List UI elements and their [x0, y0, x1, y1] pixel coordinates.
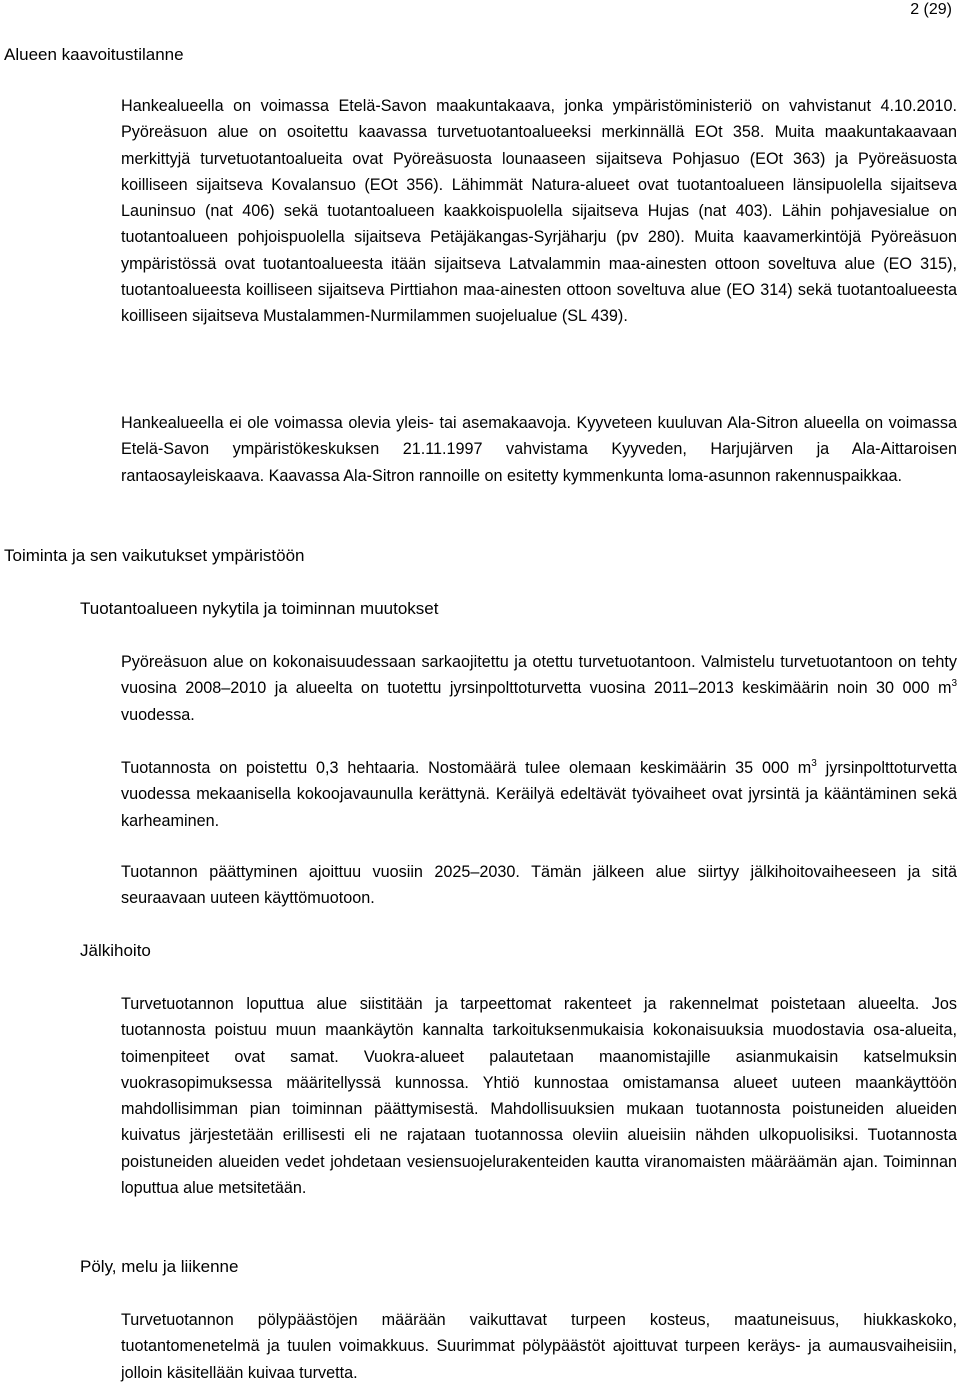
paragraph-nykytila-2	[121, 755, 957, 834]
heading-toiminta: Toiminta ja sen vaikutukset ympäristöön	[4, 546, 305, 565]
paragraph-poly: Turvetuotannon pölypäästöjen määrään vaikuttavat turpeen kosteus, maatuneisuus, hiukkaskoko, tuotantomenetelmä ja tuulen voimakkuus. Suurimmat pölypäästöt ajoittuvat turpeen keräys- ja aumausvaiheisiin, jolloin käsitellään kuivaa turvetta.	[121, 1311, 957, 1382]
heading-jalkihoito: Jälkihoito	[80, 941, 151, 960]
paragraph-maakuntakaava: Hankealueella on voimassa Etelä-Savon maakuntakaava, jonka ympäristöministeriö on vahvistanut 4.10.2010. Pyöreäsuon alue on osoitettu kaavassa turvetuotantoalueeksi merkinnällä EOt 358. Muita maakuntakaavaan merkittyjä turvetuotantoalueita ovat Pyöreäsuosta lounaaseen sijaitseva Pohjasuo (EOt 363) ja Pyöreäsuosta koilliseen sijaitseva Kovalansuo (EOt 356). Lähimmät Natura-alueet ovat tuotantoalueen länsipuolella sijaitseva Launinsuo (nat 406) sekä tuotantoalueen kaakkoispuolella sijaitseva Hujas (nat 403). Lähin pohjavesialue on tuotantoalueen pohjoispuolella sijaitseva Petäjäkangas-Syrjäharju (pv 280). Muita kaavamerkintöjä Pyöreäsuon ympäristössä ovat tuotantoalueesta itään sijaitseva Latvalammin maa-ainesten ottoon soveltuva alue (EO 315), tuotantoalueesta koilliseen sijaitseva Pirttiahon maa-ainesten ottoon soveltuva alue (EO 314) sekä tuotantoalueesta koilliseen sijaitseva Mustalammen-Nurmilammen suojelualue (SL 439).	[121, 97, 957, 326]
paragraph-yleiskaava: Hankealueella ei ole voimassa olevia yleis- tai asemakaavoja. Kyyveteen kuuluvan Ala-Sitron alueella on voimassa Etelä-Savon ympäristökeskuksen 21.11.1997 vahvistama Kyyveden, Harjujärven ja Ala-Aittaroisen rantaosayleiskaava. Kaavassa Ala-Sitron rannoille on esitetty kymmenkunta loma-asunnon rakennuspaikkaa.	[121, 414, 957, 485]
paragraph-nykytila-2-tail: jyrsinpolttoturvetta vuodessa mekaanisella kokoojavaunulla kerättynä. Keräilyä edeltävät työvaiheet ovat jyrsintä ja kääntäminen sekä karheaminen.	[121, 759, 957, 830]
heading-poly-melu-liikenne: Pöly, melu ja liikenne	[80, 1257, 239, 1276]
paragraph-nykytila-2-text: Tuotannosta on poistettu 0,3 hehtaaria. Nostomäärä tulee olemaan keskimäärin 35 000 m	[121, 759, 812, 777]
paragraph-nykytila-1-text: Pyöreäsuon alue on kokonaisuudessaan sarkaojitettu ja otettu turvetuotantoon. Valmistelu turvetuotantoon on tehty vuosina 2008–2010 ja alueelta on tuotettu jyrsinpolttoturvetta vuosina 2011–2013 keskimäärin noin 30 000 m	[121, 653, 957, 698]
heading-nykytila: Tuotantoalueen nykytila ja toiminnan muutokset	[80, 599, 439, 618]
page-number: 2 (29)	[910, 1, 952, 18]
superscript-cubic: 3	[811, 758, 817, 769]
superscript-cubic: 3	[951, 678, 957, 690]
paragraph-nykytila-3: Tuotannon päättyminen ajoittuu vuosiin 2025–2030. Tämän jälkeen alue siirtyy jälkihoitovaiheeseen ja sitä seuraavaan uuteen käyttömuotoon.	[121, 863, 957, 908]
paragraph-nykytila-1	[121, 649, 957, 728]
heading-kaavoitustilanne: Alueen kaavoitustilanne	[4, 45, 184, 64]
paragraph-nykytila-1-tail: vuodessa.	[121, 705, 195, 724]
paragraph-jalkihoito: Turvetuotannon loputtua alue siistitään ja tarpeettomat rakenteet ja rakennelmat poistetaan alueelta. Jos tuotannosta poistuu muun maankäytön kannalta tarkoituksenmukaisia kokonaisuuksia muodostavia osa-alueita, toimenpiteet ovat samat. Vuokra-alueet palautetaan maanomistajille asianmukaisin katselmuksin vuokrasopimuksessa määritellyssä kunnossa. Yhtiö kunnostaa omistamansa alueet uuteen maankäyttöön mahdollisimman pian toiminnan päättymisestä. Mahdollisuuksien mukaan tuotannosta poistuneiden alueiden kuivatus järjestetään erillisesti eli ne rajataan tuotannossa oleviin alueisiin nähden ulkopuolisiksi. Tuotannosta poistuneiden alueiden vedet johdetaan vesiensuojelurakenteiden kautta viranomaisten määräämän ajan. Toiminnan loputtua alue metsitetään.	[121, 995, 957, 1198]
